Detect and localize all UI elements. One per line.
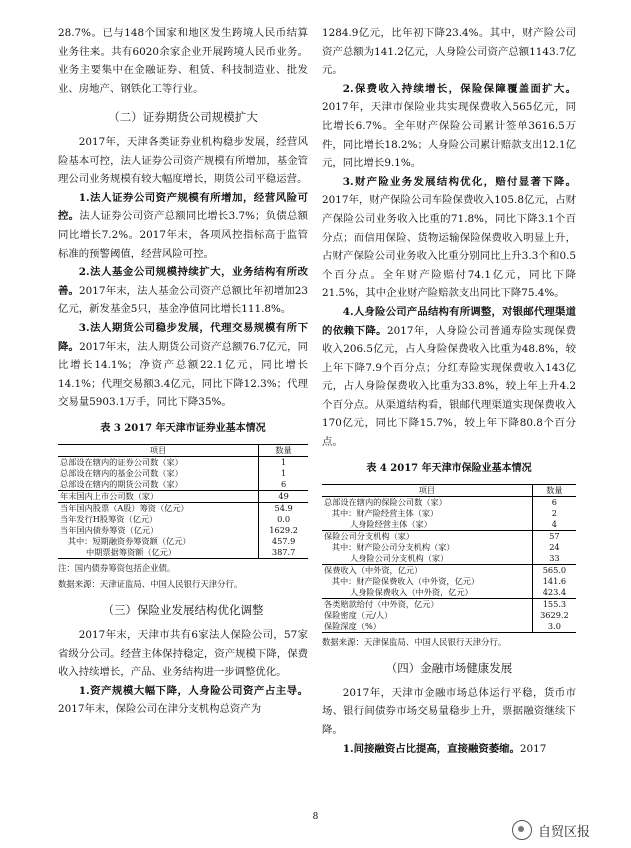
table-cell-quantity: 423.4 <box>532 587 576 599</box>
table-cell-quantity: 24 <box>532 542 576 553</box>
paragraph-text: 2017年，天津市保险业共实现保费收入565亿元，同比增长6.7%。全年财产保险公司累计签单3616.5万件，同比增长18.2%；人身险公司累计赔款支出12.1亿元，同比增长9.1%。 <box>322 101 576 170</box>
table-row <box>322 610 576 621</box>
table-row <box>58 525 308 536</box>
table-row <box>58 468 308 479</box>
watermark-text: 自贸区报 <box>538 824 591 840</box>
table-row <box>322 576 576 587</box>
paragraph <box>322 740 576 759</box>
table-row <box>322 587 576 599</box>
table-cell-item: 其中：财产险公司分支机构（家） <box>324 542 455 553</box>
table-cell-quantity: 155.3 <box>532 599 576 611</box>
table-source: 数据来源：天津保监局、中国人民银行天津分行。 <box>322 637 507 648</box>
table-cell-item: 其中：财产险保费收入（中外资，亿元） <box>324 576 480 587</box>
table-cell-item: 当年国内债券筹资（亿元） <box>60 525 159 536</box>
paragraph: 1284.9亿元，比年初下降23.4%。其中，财产险公司资产总额为141.2亿元，人身险公司资产总额1143.7亿元。 <box>322 27 576 77</box>
bold-lead: 2.法人基金公司规模持续扩大，业务结构有所改善。 <box>58 266 308 297</box>
paragraph: 28.7%。已与148个国家和地区发生跨境人民币结算业务往来。共有6020余家企业开展跨境人民币业务。业务主要集中在金融证券、租赁、科技制造业、批发业、房地产、钢铁化工等行业。 <box>58 27 308 95</box>
table-cell-quantity: 49 <box>259 491 308 503</box>
paragraph <box>58 682 308 719</box>
table-cell-quantity: 3.0 <box>532 621 576 633</box>
page-number: 8 <box>312 812 319 822</box>
table-row <box>322 599 576 611</box>
paragraph <box>58 189 308 263</box>
paragraph <box>322 173 576 303</box>
insurance-table <box>322 484 576 633</box>
table-row <box>322 542 576 553</box>
table-row <box>58 547 308 559</box>
table-cell-item: 人身险公司分支机构（家） <box>324 553 449 564</box>
bold-lead: 3.法人期货公司稳步发展，代理交易规模有所下降。 <box>58 321 308 353</box>
table-cell-item: 保险公司分支机构（家） <box>322 531 532 543</box>
table-row <box>322 508 576 519</box>
table-row <box>322 621 576 633</box>
table-row <box>58 457 308 469</box>
table-cell-quantity: 1629.2 <box>259 525 308 536</box>
table-caption: 表 3 2017 年天津市证券业基本情况 <box>100 422 266 434</box>
table-row <box>58 479 308 491</box>
table-row <box>322 553 576 565</box>
table-row <box>322 531 576 543</box>
left-column <box>58 24 308 719</box>
paragraph-text: 2017年末，法人基金公司资产总额比年初增加23亿元，新发基金5只，基金净值同比增长111.8%。 <box>58 284 309 316</box>
paragraph: 2017年末，天津市共有6家法人保险公司，57家省级分公司。经营主体保持稳定，资产规模下降，保费收入持续增长，产品、业务结构进一步调整优化。 <box>58 629 308 679</box>
table-cell-item: 总部设在辖内的期货公司数（家） <box>60 479 183 490</box>
paragraph-text: 2017年末，保险公司在津分支机构总资产为 <box>58 703 262 716</box>
table-header-item: 项目 <box>322 485 532 497</box>
paragraph <box>322 80 576 173</box>
table-cell-item: 保费收入（中外资，亿元） <box>322 565 532 577</box>
wechat-icon <box>512 820 532 840</box>
table-row <box>322 565 576 577</box>
table-cell-quantity: 565.0 <box>532 565 576 577</box>
table-caption: 表 4 2017 年天津市保险业基本情况 <box>366 462 532 474</box>
table-header-quantity: 数量 <box>532 485 576 497</box>
table-cell-quantity: 3629.2 <box>532 610 576 621</box>
table-cell-quantity: 4 <box>532 519 576 531</box>
paragraph-text: 2017年末，法人期货公司资产总额76.7亿元，同比增长14.1%；净资产总额22.1亿元，同比增长14.1%；代理交易额3.4亿元，同比下降12.3%；代理交易量5903.1万手，同比下降35%。 <box>58 340 309 409</box>
section-heading-securities: （二）证券期货公司规模扩大 <box>108 110 258 125</box>
bold-lead: 2.保费收入持续增长，保险保障覆盖面扩大。 <box>342 82 576 95</box>
table-cell-quantity: 6 <box>532 497 576 509</box>
table-note: 注：国内债券筹资包括企业债。 <box>58 563 176 574</box>
bold-lead: 4.人身险公司产品结构有所调整，对银邮代理渠道的依赖下降。 <box>322 305 576 337</box>
table-cell-item: 总部设在辖内的保险公司数（家） <box>324 497 447 508</box>
bold-lead: 1.法人证券公司资产规模有所增加，经营风险可控。 <box>58 191 308 223</box>
table-row <box>58 503 308 515</box>
paragraph-text: 2017年，财产保险公司车险保费收入105.8亿元，占财产保险公司业务收入比重的71.8%，同比下降3.1个百分点；而信用保险、货物运输保险保费收入明显上升，占财产保险公司业务收入比重分别同比上升3.3个和0.5个百分点。全年财产险赔付74.1亿元，同比下降21.5%，其中企业财产险赔款支出同比下降75.4%。 <box>322 194 576 300</box>
table-row <box>58 514 308 525</box>
table-cell-quantity: 0.0 <box>259 514 308 525</box>
table-row <box>322 519 576 531</box>
table-cell-item: 保险密度（元/人） <box>324 610 393 621</box>
paragraph-text: 2017年，人身险公司普通寿险实现保费收入206.5亿元，占人身险保费收入比重为48.8%，较上年下降7.9个百分点；分红寿险实现保费收入143亿元，占人身险保费收入比重为33.8%，较上年上升4.2个百分点。从渠道结构看，银邮代理渠道实现保费收入170亿元，同比下降15.7%，较上年下降80.8个百分点。 <box>322 324 576 449</box>
table-cell-item: 总部设在辖内的证券公司数（家） <box>60 457 183 468</box>
table-cell-item: 当年发行H股筹资（亿元） <box>60 514 158 525</box>
table-cell-quantity: 57 <box>532 531 576 543</box>
table-cell-quantity: 457.9 <box>259 536 308 547</box>
section-heading-markets: （四）金融市场健康发展 <box>385 661 513 676</box>
table-row <box>322 497 576 509</box>
table-cell-quantity: 2 <box>532 508 576 519</box>
right-column <box>322 24 576 758</box>
table-source: 数据来源：天津证监局、中国人民银行天津分行。 <box>58 579 243 590</box>
table-cell-quantity: 141.6 <box>532 576 576 587</box>
watermark <box>512 820 590 840</box>
bold-lead: 1.间接融资占比提高，直接融资萎缩。 <box>342 742 520 755</box>
table-header-quantity: 数量 <box>259 445 308 457</box>
paragraph <box>58 319 308 412</box>
table-row <box>58 536 308 547</box>
bold-lead: 1.资产规模大幅下降，人身险公司资产占主导。 <box>78 684 308 697</box>
table-row <box>58 491 308 503</box>
bold-lead: 3.财产险业务发展结构优化，赔付显著下降。 <box>342 175 576 188</box>
table-header-item: 项目 <box>58 445 259 457</box>
table-cell-item: 中期票据筹资额（亿元） <box>58 547 259 559</box>
table-cell-item: 其中：短期融资券筹资额（亿元） <box>60 536 191 547</box>
table-cell-item: 人身险保费收入（中外资，亿元） <box>324 587 473 598</box>
table-cell-item: 保险深度（%） <box>322 621 532 633</box>
table-cell-quantity: 6 <box>259 479 308 491</box>
section-heading-insurance: （三）保险业发展结构优化调整 <box>102 603 264 618</box>
table-cell-quantity: 54.9 <box>259 503 308 515</box>
table-cell-quantity: 387.7 <box>259 547 308 559</box>
paragraph <box>58 263 308 319</box>
table-cell-item: 当年国内股票（A股）筹资（亿元） <box>58 503 259 515</box>
securities-table <box>58 444 308 559</box>
table-cell-quantity: 1 <box>259 457 308 469</box>
table-cell-item: 年末国内上市公司数（家） <box>58 491 259 503</box>
paragraph: 2017年，天津各类证券业机构稳步发展，经营风险基本可控，法人证券公司资产规模有所增加，基金管理公司业务规模有较大幅度增长，期货公司平稳运营。 <box>58 135 308 186</box>
paragraph-text: 2017 <box>519 742 547 755</box>
table-cell-item: 总部设在辖内的基金公司数（家） <box>60 468 183 479</box>
table-cell-quantity: 33 <box>532 553 576 565</box>
table-cell-quantity: 1 <box>259 468 308 479</box>
table-cell-item: 各类赔款给付（中外资，亿元） <box>322 599 532 611</box>
table-cell-item: 其中：财产险经营主体（家） <box>324 508 439 519</box>
paragraph: 2017年，天津市金融市场总体运行平稳，货币市场、银行间债券市场交易量稳步上升，票据融资继续下降。 <box>322 686 576 737</box>
paragraph <box>322 303 576 452</box>
paragraph-text: 法人证券公司资产总额同比增长3.7%；负债总额同比增长7.2%。2017年末，各项风控指标高于监管标准的预警阈值，经营风险可控。 <box>58 210 308 260</box>
table-cell-item: 人身险经营主体（家） <box>324 519 432 530</box>
